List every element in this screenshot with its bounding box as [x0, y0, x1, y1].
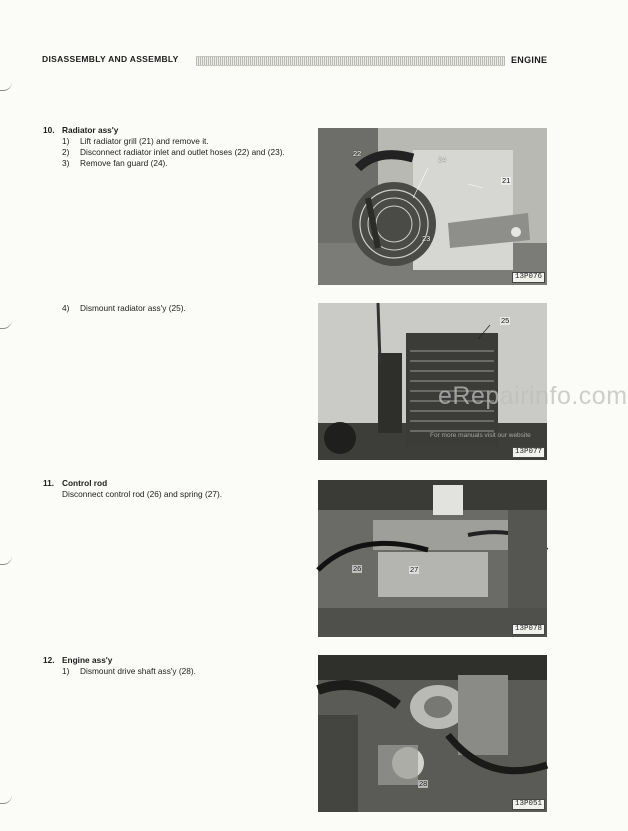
callout-label: 26: [353, 564, 362, 573]
step-number: 3): [62, 158, 70, 168]
photo-caption: 13P077: [512, 447, 545, 458]
callout-label: 24: [438, 155, 447, 164]
section-heading: [43, 125, 300, 136]
section-number: 11.: [43, 478, 55, 488]
callout-label: 23: [422, 234, 431, 243]
section-number: 10.: [43, 125, 55, 135]
photo-caption: 13P076: [512, 272, 545, 283]
section-engine: [43, 655, 300, 677]
photo-image: [318, 480, 547, 637]
section-title: Engine ass'y: [62, 655, 113, 665]
step-number: 4): [62, 303, 70, 313]
step-text: Dismount drive shaft ass'y (28).: [80, 666, 196, 676]
step-text: Disconnect radiator inlet and outlet hoses (22) and (23).: [80, 147, 285, 157]
step-item: [62, 158, 300, 169]
callout-label: 21: [502, 176, 511, 185]
section-text: Disconnect control rod (26) and spring (27).: [62, 489, 223, 499]
photo-caption: 13P078: [512, 624, 545, 635]
watermark-subtitle: For more manuals visit our website: [430, 432, 531, 439]
section-title: Control rod: [62, 478, 108, 488]
step-text: Lift radiator grill (21) and remove it.: [80, 136, 209, 146]
photo-caption: 13P051: [512, 799, 545, 810]
photo-image: [318, 655, 547, 812]
step-item: [43, 303, 300, 314]
section-radiator: [43, 125, 300, 169]
photo-control-rod: [318, 480, 547, 637]
callout-label: 27: [410, 565, 419, 574]
page-header: [0, 52, 585, 70]
punch-mark: [0, 556, 12, 565]
photo-radiator-grill: [318, 128, 547, 285]
step-number: 2): [62, 147, 70, 157]
section-heading: [43, 655, 300, 666]
punch-mark: [0, 795, 12, 804]
header-rule: [196, 56, 505, 66]
punch-mark: [0, 82, 12, 91]
watermark: eRepairinfo.com: [438, 382, 628, 410]
section-heading: [43, 478, 302, 489]
section-title: ENGINE: [511, 55, 548, 65]
callout-label: 25: [501, 316, 510, 325]
step-item: [62, 147, 300, 158]
step-row: [62, 303, 300, 314]
step-text: Dismount radiator ass'y (25).: [80, 303, 186, 313]
section-title: Radiator ass'y: [62, 125, 119, 135]
section-number: 12.: [43, 655, 55, 665]
step-item: [62, 136, 300, 147]
callout-label: 28: [419, 779, 428, 788]
step-text: Remove fan guard (24).: [80, 158, 168, 168]
callout-label: 22: [353, 149, 362, 158]
punch-mark: [0, 320, 12, 329]
photo-drive-shaft: [318, 655, 547, 812]
step-number: 1): [62, 136, 70, 146]
step-number: 1): [62, 666, 70, 676]
chapter-title: DISASSEMBLY AND ASSEMBLY: [42, 54, 179, 64]
section-control-rod: [43, 478, 302, 500]
step-item: [62, 666, 300, 677]
